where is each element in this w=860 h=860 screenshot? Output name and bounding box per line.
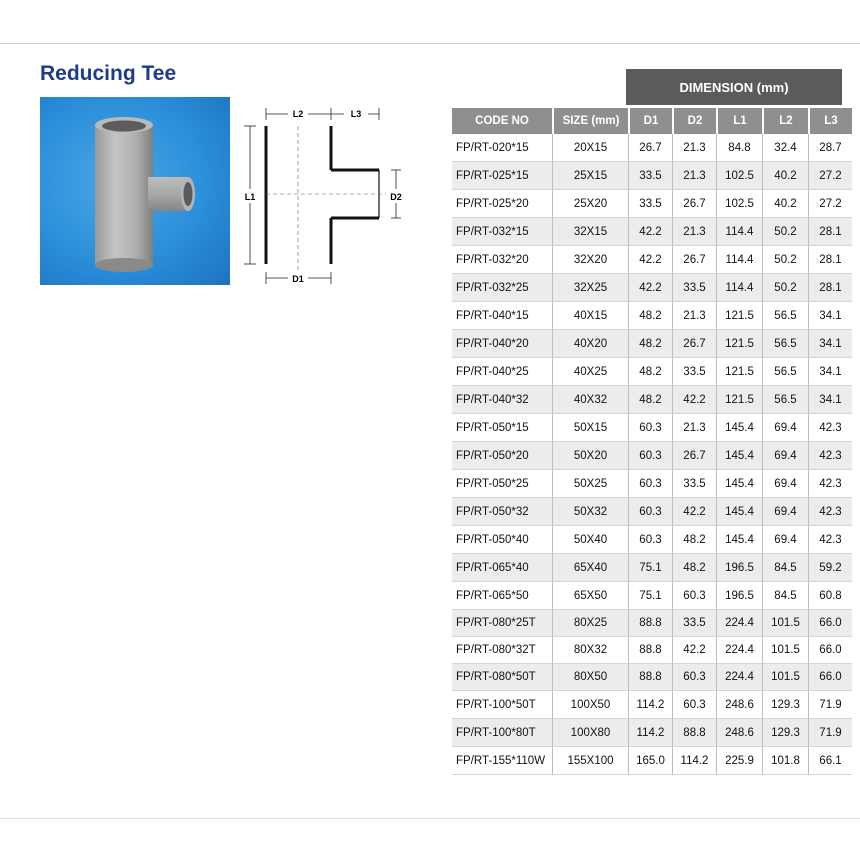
d1-label: D1 — [292, 274, 304, 284]
table-cell: 21.3 — [672, 302, 716, 330]
table-cell: 32.4 — [762, 134, 808, 162]
table-cell: 50X40 — [552, 526, 628, 554]
table-cell: 48.2 — [628, 302, 672, 330]
table-cell: 60.3 — [628, 470, 672, 498]
table-cell: 196.5 — [716, 582, 762, 610]
column-header: L1 — [716, 108, 762, 134]
table-cell: FP/RT-065*50 — [452, 582, 552, 610]
table-row — [452, 747, 852, 775]
table-cell: 42.2 — [672, 637, 716, 664]
table-row — [452, 470, 852, 498]
table-cell: 26.7 — [672, 246, 716, 274]
table-cell: 145.4 — [716, 414, 762, 442]
table-row — [452, 302, 852, 330]
table-cell: 155X100 — [552, 747, 628, 775]
table-cell: 65X50 — [552, 582, 628, 610]
table-cell: 102.5 — [716, 190, 762, 218]
column-header: L2 — [762, 108, 808, 134]
table-cell: 75.1 — [628, 582, 672, 610]
table-cell: 102.5 — [716, 162, 762, 190]
table-cell: 196.5 — [716, 554, 762, 582]
table-cell: 224.4 — [716, 637, 762, 664]
table-cell: 21.3 — [672, 414, 716, 442]
table-cell: 20X15 — [552, 134, 628, 162]
table-row — [452, 526, 852, 554]
table-cell: 34.1 — [808, 386, 852, 414]
table-cell: FP/RT-050*40 — [452, 526, 552, 554]
table-cell: 33.5 — [672, 610, 716, 637]
table-cell: 114.2 — [672, 747, 716, 775]
table-cell: 60.3 — [628, 526, 672, 554]
table-cell: FP/RT-040*15 — [452, 302, 552, 330]
table-row — [452, 274, 852, 302]
l1-label: L1 — [244, 192, 256, 202]
table-cell: 80X50 — [552, 664, 628, 691]
table-cell: 145.4 — [716, 498, 762, 526]
table-cell: FP/RT-050*25 — [452, 470, 552, 498]
top-divider — [0, 43, 860, 44]
table-cell: 32X25 — [552, 274, 628, 302]
table-cell: 145.4 — [716, 526, 762, 554]
table-cell: 33.5 — [672, 470, 716, 498]
table-cell: FP/RT-155*110W — [452, 747, 552, 775]
table-row — [452, 498, 852, 526]
table-cell: 50X15 — [552, 414, 628, 442]
table-cell: 40X15 — [552, 302, 628, 330]
table-row — [452, 691, 852, 719]
table-cell: 114.4 — [716, 274, 762, 302]
table-row — [452, 386, 852, 414]
table-cell: FP/RT-050*32 — [452, 498, 552, 526]
dimension-table — [452, 108, 852, 775]
table-cell: 56.5 — [762, 358, 808, 386]
column-header: D2 — [672, 108, 716, 134]
table-cell: FP/RT-080*25T — [452, 610, 552, 637]
l3-label: L3 — [350, 109, 362, 119]
reducing-tee-image — [40, 97, 230, 285]
table-cell: 50X32 — [552, 498, 628, 526]
table-cell: 114.4 — [716, 246, 762, 274]
table-cell: 56.5 — [762, 302, 808, 330]
table-cell: 88.8 — [628, 610, 672, 637]
table-row — [452, 610, 852, 637]
table-cell: 56.5 — [762, 386, 808, 414]
table-cell: 34.1 — [808, 302, 852, 330]
table-cell: 121.5 — [716, 330, 762, 358]
table-cell: 69.4 — [762, 498, 808, 526]
l2-label: L2 — [292, 109, 304, 119]
table-body — [452, 134, 852, 775]
table-cell: 34.1 — [808, 358, 852, 386]
table-cell: 84.5 — [762, 582, 808, 610]
table-cell: FP/RT-040*20 — [452, 330, 552, 358]
table-cell: 28.7 — [808, 134, 852, 162]
table-cell: 25X15 — [552, 162, 628, 190]
table-cell: FP/RT-050*20 — [452, 442, 552, 470]
table-cell: 42.3 — [808, 470, 852, 498]
table-cell: 224.4 — [716, 610, 762, 637]
table-cell: 60.3 — [628, 414, 672, 442]
table-cell: FP/RT-020*15 — [452, 134, 552, 162]
table-cell: 21.3 — [672, 134, 716, 162]
table-cell: 60.3 — [672, 582, 716, 610]
table-cell: 48.2 — [628, 330, 672, 358]
table-row — [452, 190, 852, 218]
table-cell: 42.2 — [628, 218, 672, 246]
table-cell: FP/RT-025*15 — [452, 162, 552, 190]
table-cell: 50X20 — [552, 442, 628, 470]
column-header: CODE NO — [452, 108, 552, 134]
table-cell: FP/RT-080*32T — [452, 637, 552, 664]
table-cell: 60.8 — [808, 582, 852, 610]
table-cell: 48.2 — [672, 554, 716, 582]
table-cell: 26.7 — [672, 330, 716, 358]
table-cell: 66.1 — [808, 747, 852, 775]
table-row — [452, 637, 852, 664]
table-cell: 60.3 — [672, 664, 716, 691]
table-cell: 224.4 — [716, 664, 762, 691]
table-cell: 27.2 — [808, 162, 852, 190]
table-cell: 27.2 — [808, 190, 852, 218]
table-cell: 42.3 — [808, 526, 852, 554]
table-cell: 32X20 — [552, 246, 628, 274]
table-cell: 65X40 — [552, 554, 628, 582]
table-cell: 42.2 — [672, 498, 716, 526]
table-cell: 71.9 — [808, 691, 852, 719]
table-row — [452, 358, 852, 386]
table-row — [452, 246, 852, 274]
table-row — [452, 162, 852, 190]
table-cell: 88.8 — [672, 719, 716, 747]
table-cell: 60.3 — [672, 691, 716, 719]
table-cell: 248.6 — [716, 719, 762, 747]
table-cell: 225.9 — [716, 747, 762, 775]
table-cell: 56.5 — [762, 330, 808, 358]
table-cell: 121.5 — [716, 358, 762, 386]
table-cell: 26.7 — [672, 442, 716, 470]
table-cell: 129.3 — [762, 691, 808, 719]
table-cell: 42.3 — [808, 498, 852, 526]
table-cell: 42.3 — [808, 442, 852, 470]
table-cell: 26.7 — [628, 134, 672, 162]
table-cell: 50X25 — [552, 470, 628, 498]
table-cell: 28.1 — [808, 274, 852, 302]
table-cell: 50.2 — [762, 246, 808, 274]
table-cell: FP/RT-032*15 — [452, 218, 552, 246]
table-cell: 48.2 — [628, 358, 672, 386]
table-cell: 42.3 — [808, 414, 852, 442]
column-header: SIZE (mm) — [552, 108, 628, 134]
table-cell: FP/RT-100*80T — [452, 719, 552, 747]
table-cell: 66.0 — [808, 610, 852, 637]
table-cell: 88.8 — [628, 637, 672, 664]
table-cell: 26.7 — [672, 190, 716, 218]
table-cell: 129.3 — [762, 719, 808, 747]
table-cell: 66.0 — [808, 664, 852, 691]
table-cell: 50.2 — [762, 274, 808, 302]
table-cell: 25X20 — [552, 190, 628, 218]
table-cell: 69.4 — [762, 470, 808, 498]
table-cell: 165.0 — [628, 747, 672, 775]
table-row — [452, 664, 852, 691]
table-cell: 84.5 — [762, 554, 808, 582]
table-cell: 28.1 — [808, 246, 852, 274]
table-cell: 80X25 — [552, 610, 628, 637]
table-cell: 145.4 — [716, 470, 762, 498]
table-cell: 42.2 — [672, 386, 716, 414]
table-cell: 50.2 — [762, 218, 808, 246]
table-cell: FP/RT-040*25 — [452, 358, 552, 386]
table-cell: 69.4 — [762, 442, 808, 470]
table-cell: 121.5 — [716, 386, 762, 414]
table-row — [452, 218, 852, 246]
table-cell: 59.2 — [808, 554, 852, 582]
table-cell: 48.2 — [672, 526, 716, 554]
table-row — [452, 582, 852, 610]
table-row — [452, 414, 852, 442]
table-cell: 32X15 — [552, 218, 628, 246]
page-title: Reducing Tee — [40, 62, 177, 85]
dimension-group-header: DIMENSION (mm) — [626, 69, 842, 105]
table-cell: 71.9 — [808, 719, 852, 747]
table-cell: FP/RT-065*40 — [452, 554, 552, 582]
table-cell: 21.3 — [672, 218, 716, 246]
table-cell: 114.2 — [628, 719, 672, 747]
table-cell: 42.2 — [628, 274, 672, 302]
table-cell: FP/RT-050*15 — [452, 414, 552, 442]
dimension-drawing — [236, 100, 416, 290]
table-cell: FP/RT-040*32 — [452, 386, 552, 414]
table-cell: FP/RT-080*50T — [452, 664, 552, 691]
table-cell: 33.5 — [628, 190, 672, 218]
table-cell: 60.3 — [628, 498, 672, 526]
table-cell: 42.2 — [628, 246, 672, 274]
table-cell: 100X50 — [552, 691, 628, 719]
table-cell: 114.2 — [628, 691, 672, 719]
table-cell: 114.4 — [716, 218, 762, 246]
table-cell: 101.8 — [762, 747, 808, 775]
table-cell: 48.2 — [628, 386, 672, 414]
table-cell: 33.5 — [672, 358, 716, 386]
table-cell: 80X32 — [552, 637, 628, 664]
table-cell: FP/RT-032*25 — [452, 274, 552, 302]
table-row — [452, 719, 852, 747]
table-cell: 40.2 — [762, 162, 808, 190]
d2-label: D2 — [390, 192, 402, 202]
table-cell: 66.0 — [808, 637, 852, 664]
table-cell: 84.8 — [716, 134, 762, 162]
table-row — [452, 330, 852, 358]
column-header: L3 — [808, 108, 852, 134]
bottom-divider — [0, 818, 860, 819]
table-cell: 28.1 — [808, 218, 852, 246]
table-cell: 75.1 — [628, 554, 672, 582]
table-cell: 60.3 — [628, 442, 672, 470]
table-cell: FP/RT-100*50T — [452, 691, 552, 719]
table-cell: 101.5 — [762, 637, 808, 664]
column-header: D1 — [628, 108, 672, 134]
table-cell: FP/RT-032*20 — [452, 246, 552, 274]
table-cell: 40X32 — [552, 386, 628, 414]
table-cell: 40X25 — [552, 358, 628, 386]
table-cell: 101.5 — [762, 664, 808, 691]
table-cell: 40.2 — [762, 190, 808, 218]
table-cell: 69.4 — [762, 526, 808, 554]
table-row — [452, 134, 852, 162]
table-cell: 248.6 — [716, 691, 762, 719]
table-row — [452, 554, 852, 582]
table-cell: 69.4 — [762, 414, 808, 442]
table-cell: 101.5 — [762, 610, 808, 637]
table-cell: 145.4 — [716, 442, 762, 470]
table-row — [452, 442, 852, 470]
table-cell: 88.8 — [628, 664, 672, 691]
table-header-row — [452, 108, 852, 134]
product-photo — [40, 97, 230, 285]
table-cell: 21.3 — [672, 162, 716, 190]
table-cell: 34.1 — [808, 330, 852, 358]
table-cell: 100X80 — [552, 719, 628, 747]
table-cell: 40X20 — [552, 330, 628, 358]
table-cell: 33.5 — [672, 274, 716, 302]
table-cell: 121.5 — [716, 302, 762, 330]
table-cell: 33.5 — [628, 162, 672, 190]
table-cell: FP/RT-025*20 — [452, 190, 552, 218]
